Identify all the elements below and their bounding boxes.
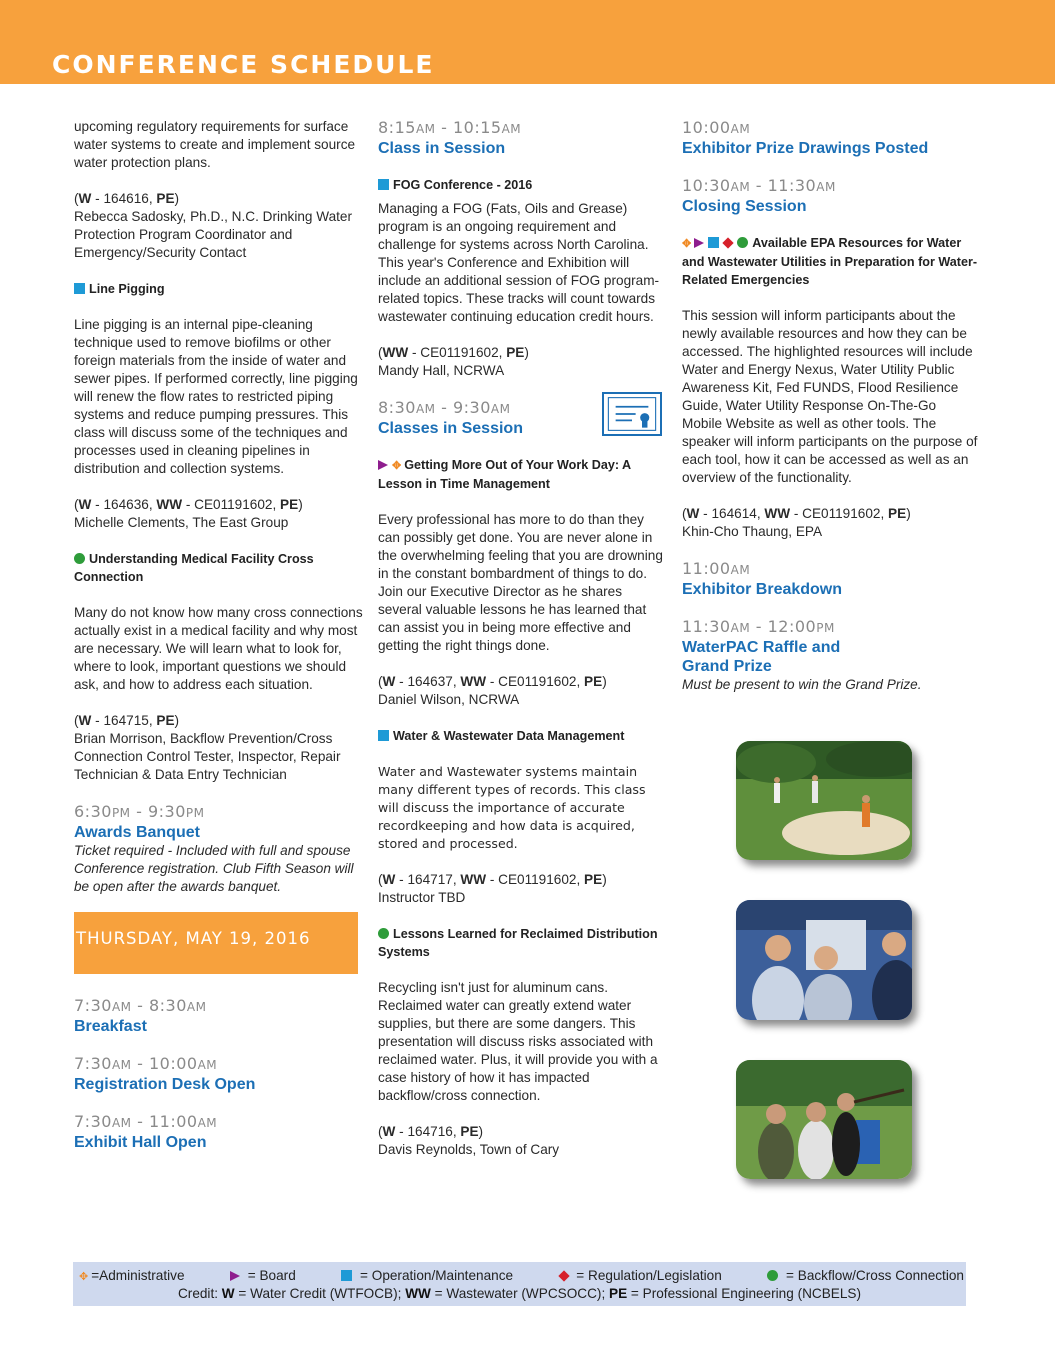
exhibit-hall-photo: [736, 900, 912, 1020]
credit-line: (W - 164636, WW - CE01191602, PE): [74, 497, 303, 512]
event-title: Grand Prize: [682, 658, 772, 675]
day-banner: THURSDAY, MAY 19, 2016: [74, 912, 358, 974]
speaker: Davis Reynolds, Town of Cary: [378, 1142, 560, 1157]
golf-photo: [736, 741, 912, 860]
board-triangle-icon: [230, 1271, 240, 1281]
credit-line: (W - 164614, WW - CE01191602, PE): [682, 506, 911, 521]
time-label: 10:30AM - 11:30AM: [682, 176, 836, 195]
session-description: Recycling isn't just for aluminum cans. Reclaimed water can greatly extend water supplies, but there are some dangers. This presentation will discuss risks associated with reclaimed water. Plus, it will provide you with a case history of how it has impacted backflow/cross connection.: [378, 980, 658, 1103]
event-note: Ticket required - Included with full and spouse Conference registration. Club Fifth Season will be open after the awards banquet.: [74, 843, 354, 894]
administrative-icon: ✥: [682, 238, 692, 250]
legend-item-administrative: ✥ =Administrative: [79, 1268, 185, 1283]
session-title: Water & Wastewater Data Management: [378, 727, 668, 745]
legend-symbols: [79, 1268, 964, 1283]
backflow-circle-icon: [767, 1270, 778, 1281]
event-title: Registration Desk Open: [74, 1076, 256, 1093]
speaker: Brian Morrison, Backflow Prevention/Cross Connection Control Tester, Inspector, Repair Technician & Data Entry Technician: [74, 731, 341, 782]
operation-square-icon: [341, 1270, 352, 1281]
operation-square-icon: [378, 179, 389, 190]
event-title: Exhibitor Breakdown: [682, 581, 843, 598]
legend-item-regulation: = Regulation/Legislation: [559, 1268, 722, 1283]
time-label: 8:30AM - 9:30AM: [378, 398, 511, 417]
legend-item-operation: = Operation/Maintenance: [341, 1268, 513, 1283]
column-2: [378, 118, 668, 1177]
regulation-diamond-icon: [558, 1270, 569, 1281]
session-description: Every professional has more to do than they can possibly get done. You are never alone in the overwhelming feeling that you are drowning in the constant bombardment of things to do. Join our Executive Director as he shares several valuable lessons he has learned that can assist you in being more effective and getting the right things done.: [378, 512, 663, 653]
event-title: Exhibit Hall Open: [74, 1134, 207, 1151]
skeet-shooting-photo: [736, 1060, 912, 1179]
event-title: Exhibitor Prize Drawings Posted: [682, 140, 929, 157]
session-description: Many do not know how many cross connections actually exist in a medical facility and why most are necessary. We will learn what to look for, where to look, important questions we should ask, and how to address each situation.: [74, 605, 363, 692]
credit-line: (W - 164717, WW - CE01191602, PE): [378, 872, 607, 887]
credit-line: (W - 164715, PE): [74, 713, 180, 728]
time-label: 8:15AM - 10:15AM: [378, 118, 522, 137]
session-description: Water and Wastewater systems maintain many different types of records. This class will discuss the importance of accurate recordkeeping and how data is acquired, stored and processed.: [378, 764, 646, 851]
credit-line: (W - 164716, PE): [378, 1124, 484, 1139]
operation-square-icon: [708, 237, 719, 248]
certificate-icon: [602, 392, 662, 436]
event-title: Breakfast: [74, 1018, 147, 1035]
credit-line: (W - 164637, WW - CE01191602, PE): [378, 674, 607, 689]
board-triangle-icon: [378, 460, 388, 470]
session-title: ✥ Available EPA Resources for Water and Wastewater Utilities in Preparation for Water-Related Emergencies: [682, 236, 978, 287]
session-description: Line pigging is an internal pipe-cleaning technique used to remove biofilms or other foreign materials from the inside of water and sewer pipes. If performed correctly, line pigging will renew the flow rates to restricted piping systems and reduce pumping pressures. This class will discuss some of the techniques and processes used in cleaning pipelines in distribution and collection systems.: [74, 317, 358, 476]
session-title: Understanding Medical Facility Cross Connection: [74, 552, 314, 584]
event-note: Must be present to win the Grand Prize.: [682, 677, 922, 692]
board-triangle-icon: [694, 238, 704, 248]
event-title: Closing Session: [682, 198, 807, 215]
legend-item-backflow: = Backflow/Cross Connection: [767, 1268, 964, 1283]
event-title: Classes in Session: [378, 420, 523, 437]
operation-square-icon: [378, 730, 389, 741]
speaker: Daniel Wilson, NCRWA: [378, 692, 520, 707]
backflow-circle-icon: [74, 553, 85, 564]
session-title: FOG Conference - 2016: [378, 176, 668, 194]
speaker: Instructor TBD: [378, 890, 466, 905]
speaker: Rebecca Sadosky, Ph.D., N.C. Drinking Water Protection Program Coordinator and Emergency/Security Contact: [74, 209, 353, 260]
time-label: 7:30AM - 11:00AM: [74, 1112, 218, 1131]
time-label: 6:30PM - 9:30PM: [74, 802, 205, 821]
time-label: 7:30AM - 8:30AM: [74, 996, 207, 1015]
credit-line: (W - 164616, PE): [74, 191, 180, 206]
credit-line: (WW - CE01191602, PE): [378, 345, 529, 360]
intro-text: upcoming regulatory requirements for surface water systems to create and implement source water protection plans.: [74, 119, 356, 170]
session-title: Lessons Learned for Reclaimed Distribution Systems: [378, 927, 658, 959]
time-label: 10:00AM: [682, 118, 751, 137]
administrative-icon: ✥: [79, 1271, 89, 1283]
time-label: 7:30AM - 10:00AM: [74, 1054, 218, 1073]
legend-credits: Credit: W = Water Credit (WTFOCB); WW = Wastewater (WPCSOCC); PE = Professional Engineering (NCBELS): [177, 1286, 862, 1301]
speaker: Michelle Clements, The East Group: [74, 515, 289, 530]
event-title: WaterPAC Raffle and: [682, 639, 841, 656]
legend-item-board: = Board: [230, 1268, 296, 1283]
page-title: CONFERENCE SCHEDULE: [52, 50, 435, 79]
header-bar: [0, 0, 1055, 84]
backflow-circle-icon: [737, 237, 748, 248]
time-label: 11:00AM: [682, 559, 751, 578]
speaker: Mandy Hall, NCRWA: [378, 363, 505, 378]
time-label: 11:30AM - 12:00PM: [682, 617, 835, 636]
operation-square-icon: [74, 283, 85, 294]
speaker: Khin-Cho Thaung, EPA: [682, 524, 823, 539]
legend: [73, 1262, 966, 1306]
column-3: [682, 118, 978, 694]
session-description: This session will inform participants about the newly available resources and how they can be accessed. The highlighted resources will include Water and Energy Nexus, Water Utility Public Awareness Kit, Fed FUNDS, Flood Resilience Guide, Water Utility Response On-The-Go Mobile Website as well as other tools. The speaker will inform participants on the purpose of each tool, how it can be accessed as well as an overview of the functionality.: [682, 308, 978, 485]
backflow-circle-icon: [378, 928, 389, 939]
event-title: Awards Banquet: [74, 824, 200, 841]
time-row: [378, 398, 668, 438]
administrative-icon: ✥: [392, 460, 402, 472]
regulation-diamond-icon: [723, 237, 734, 248]
column-1: [74, 118, 364, 1170]
session-title: ✥ Getting More Out of Your Work Day: A Lesson in Time Management: [378, 458, 631, 491]
event-title: Class in Session: [378, 140, 506, 157]
session-title: Line Pigging: [74, 280, 364, 298]
session-description: Managing a FOG (Fats, Oils and Grease) program is an ongoing requirement and challenge for systems across North Carolina. This year's Conference and Exhibition will include an additional session of FOG program-related topics. These tracks will count towards wastewater continuing education credit hours.: [378, 201, 660, 324]
